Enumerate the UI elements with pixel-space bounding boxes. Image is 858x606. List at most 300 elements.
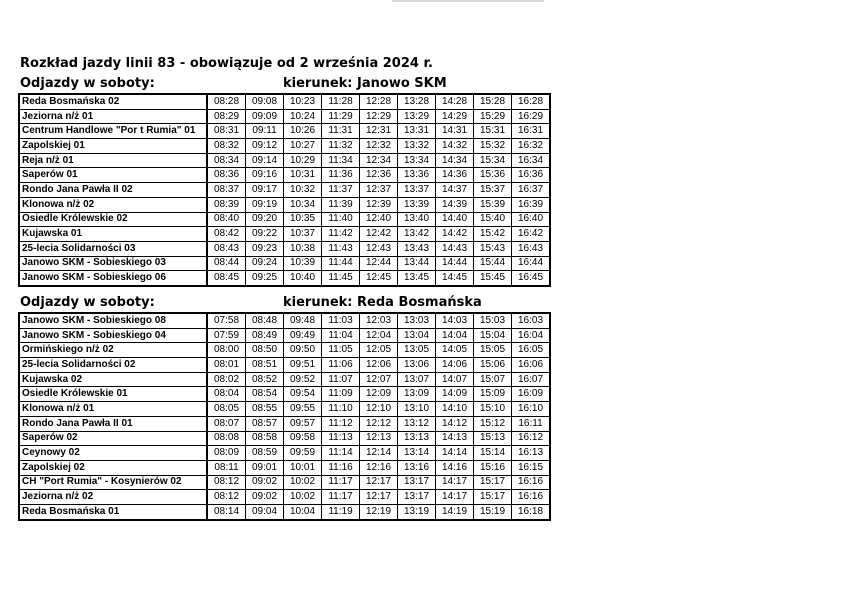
departure-time-cell: 11:19 [322, 504, 360, 519]
timetable-reda-bosmanska [18, 312, 551, 521]
departure-time-cell: 12:44 [360, 256, 398, 271]
departure-time-cell: 07:59 [207, 328, 246, 343]
departure-time-cell: 10:02 [284, 490, 322, 505]
page-title: Rozkład jazdy linii 83 - obowiązuje od 2 września 2024 r. [20, 56, 433, 71]
departure-time-cell: 16:05 [512, 343, 551, 358]
table-row [19, 460, 550, 475]
departure-time-cell: 13:17 [398, 490, 436, 505]
departure-time-cell: 15:17 [474, 490, 512, 505]
departure-time-cell: 09:17 [246, 183, 284, 198]
departure-time-cell: 10:40 [284, 271, 322, 286]
departure-time-cell: 14:45 [436, 271, 474, 286]
departure-time-cell: 16:15 [512, 460, 551, 475]
stop-name-cell: Reja n/ż 01 [19, 153, 207, 168]
departure-time-cell: 08:32 [207, 139, 246, 154]
departure-time-cell: 15:42 [474, 227, 512, 242]
departure-time-cell: 11:40 [322, 212, 360, 227]
departure-time-cell: 11:28 [322, 94, 360, 109]
departure-time-cell: 09:55 [284, 402, 322, 417]
table-row [19, 94, 550, 109]
departure-time-cell: 14:43 [436, 241, 474, 256]
departure-time-cell: 09:50 [284, 343, 322, 358]
departure-time-cell: 11:31 [322, 124, 360, 139]
departure-time-cell: 15:09 [474, 387, 512, 402]
departure-time-cell: 16:40 [512, 212, 551, 227]
departure-time-cell: 11:06 [322, 358, 360, 373]
departure-time-cell: 09:52 [284, 372, 322, 387]
table-row [19, 313, 550, 328]
departure-time-cell: 11:13 [322, 431, 360, 446]
departure-time-cell: 15:32 [474, 139, 512, 154]
departure-time-cell: 12:09 [360, 387, 398, 402]
stop-name-cell: 25-lecia Solidarności 02 [19, 358, 207, 373]
table-row [19, 490, 550, 505]
stop-name-cell: Rondo Jana Pawła II 01 [19, 416, 207, 431]
table-row [19, 402, 550, 417]
departure-time-cell: 12:31 [360, 124, 398, 139]
departure-time-cell: 15:40 [474, 212, 512, 227]
table-row [19, 387, 550, 402]
departure-time-cell: 11:37 [322, 183, 360, 198]
departure-time-cell: 13:36 [398, 168, 436, 183]
departure-time-cell: 08:58 [246, 431, 284, 446]
departure-time-cell: 16:04 [512, 328, 551, 343]
departure-time-cell: 15:34 [474, 153, 512, 168]
departure-time-cell: 15:14 [474, 446, 512, 461]
departure-time-cell: 16:16 [512, 475, 551, 490]
departure-time-cell: 08:45 [207, 271, 246, 286]
departure-time-cell: 12:06 [360, 358, 398, 373]
table-row [19, 256, 550, 271]
departure-time-cell: 13:14 [398, 446, 436, 461]
departure-time-cell: 16:10 [512, 402, 551, 417]
departure-time-cell: 08:04 [207, 387, 246, 402]
departure-time-cell: 12:36 [360, 168, 398, 183]
departure-time-cell: 13:16 [398, 460, 436, 475]
stop-name-cell: Jeziorna n/ż 02 [19, 490, 207, 505]
departure-time-cell: 08:00 [207, 343, 246, 358]
departure-time-cell: 12:10 [360, 402, 398, 417]
table-row [19, 183, 550, 198]
departure-time-cell: 10:27 [284, 139, 322, 154]
departure-time-cell: 08:14 [207, 504, 246, 519]
departure-time-cell: 09:48 [284, 313, 322, 328]
departure-time-cell: 11:39 [322, 197, 360, 212]
departure-time-cell: 11:12 [322, 416, 360, 431]
departure-time-cell: 16:28 [512, 94, 551, 109]
departure-time-cell: 09:20 [246, 212, 284, 227]
departure-time-cell: 12:45 [360, 271, 398, 286]
departure-time-cell: 11:17 [322, 475, 360, 490]
departure-time-cell: 14:39 [436, 197, 474, 212]
departure-time-cell: 14:36 [436, 168, 474, 183]
section-direction-label: kierunek: Janowo SKM [283, 76, 447, 91]
table-row [19, 358, 550, 373]
table-row [19, 139, 550, 154]
table-row [19, 328, 550, 343]
departure-time-cell: 10:29 [284, 153, 322, 168]
departure-time-cell: 10:04 [284, 504, 322, 519]
departure-time-cell: 09:58 [284, 431, 322, 446]
stop-name-cell: Janowo SKM - Sobieskiego 04 [19, 328, 207, 343]
departure-time-cell: 13:05 [398, 343, 436, 358]
departure-time-cell: 08:34 [207, 153, 246, 168]
departure-time-cell: 11:07 [322, 372, 360, 387]
departure-time-cell: 14:13 [436, 431, 474, 446]
departure-time-cell: 15:12 [474, 416, 512, 431]
stop-name-cell: CH "Port Rumia" - Kosynierów 02 [19, 475, 207, 490]
departure-time-cell: 08:07 [207, 416, 246, 431]
stop-name-cell: Reda Bosmańska 02 [19, 94, 207, 109]
departure-time-cell: 15:31 [474, 124, 512, 139]
departure-time-cell: 15:43 [474, 241, 512, 256]
departure-time-cell: 12:37 [360, 183, 398, 198]
departure-time-cell: 16:11 [512, 416, 551, 431]
stop-name-cell: Zapolskiej 02 [19, 460, 207, 475]
stop-name-cell: Janowo SKM - Sobieskiego 08 [19, 313, 207, 328]
departure-time-cell: 13:12 [398, 416, 436, 431]
stop-name-cell: Klonowa n/ż 02 [19, 197, 207, 212]
departure-time-cell: 14:05 [436, 343, 474, 358]
departure-time-cell: 16:16 [512, 490, 551, 505]
departure-time-cell: 16:09 [512, 387, 551, 402]
departure-time-cell: 10:23 [284, 94, 322, 109]
departure-time-cell: 08:57 [246, 416, 284, 431]
departure-time-cell: 15:44 [474, 256, 512, 271]
table-row [19, 446, 550, 461]
departure-time-cell: 12:29 [360, 109, 398, 124]
departure-time-cell: 13:10 [398, 402, 436, 417]
departure-time-cell: 12:43 [360, 241, 398, 256]
departure-time-cell: 12:39 [360, 197, 398, 212]
stop-name-cell: Saperów 02 [19, 431, 207, 446]
departure-time-cell: 12:12 [360, 416, 398, 431]
table-row [19, 271, 550, 286]
departure-time-cell: 14:09 [436, 387, 474, 402]
departure-time-cell: 10:31 [284, 168, 322, 183]
departure-time-cell: 15:28 [474, 94, 512, 109]
departure-time-cell: 16:43 [512, 241, 551, 256]
departure-time-cell: 14:37 [436, 183, 474, 198]
departure-time-cell: 16:13 [512, 446, 551, 461]
departure-time-cell: 11:10 [322, 402, 360, 417]
stop-name-cell: Janowo SKM - Sobieskiego 06 [19, 271, 207, 286]
stop-name-cell: Osiedle Królewskie 02 [19, 212, 207, 227]
departure-time-cell: 14:12 [436, 416, 474, 431]
departure-time-cell: 13:40 [398, 212, 436, 227]
departure-time-cell: 14:32 [436, 139, 474, 154]
timetable-janowo-skm [18, 93, 551, 287]
departure-time-cell: 09:54 [284, 387, 322, 402]
departure-time-cell: 08:08 [207, 431, 246, 446]
departure-time-cell: 13:03 [398, 313, 436, 328]
departure-time-cell: 15:17 [474, 475, 512, 490]
departure-time-cell: 13:39 [398, 197, 436, 212]
departure-time-cell: 08:43 [207, 241, 246, 256]
table-row [19, 109, 550, 124]
departure-time-cell: 11:42 [322, 227, 360, 242]
departure-time-cell: 12:16 [360, 460, 398, 475]
departure-time-cell: 14:34 [436, 153, 474, 168]
departure-time-cell: 12:07 [360, 372, 398, 387]
departure-time-cell: 10:38 [284, 241, 322, 256]
departure-time-cell: 12:17 [360, 490, 398, 505]
departure-time-cell: 14:40 [436, 212, 474, 227]
departure-time-cell: 13:04 [398, 328, 436, 343]
departure-time-cell: 15:13 [474, 431, 512, 446]
departure-time-cell: 15:07 [474, 372, 512, 387]
departure-time-cell: 10:34 [284, 197, 322, 212]
table-row [19, 416, 550, 431]
departure-time-cell: 08:39 [207, 197, 246, 212]
departure-time-cell: 13:09 [398, 387, 436, 402]
departure-time-cell: 09:09 [246, 109, 284, 124]
departure-time-cell: 11:34 [322, 153, 360, 168]
departure-time-cell: 11:16 [322, 460, 360, 475]
departure-time-cell: 14:14 [436, 446, 474, 461]
departure-time-cell: 16:32 [512, 139, 551, 154]
departure-time-cell: 10:02 [284, 475, 322, 490]
departure-time-cell: 10:39 [284, 256, 322, 271]
departure-time-cell: 14:16 [436, 460, 474, 475]
departure-time-cell: 12:13 [360, 431, 398, 446]
departure-time-cell: 12:17 [360, 475, 398, 490]
departure-time-cell: 15:36 [474, 168, 512, 183]
departure-time-cell: 08:52 [246, 372, 284, 387]
table-row [19, 475, 550, 490]
departure-time-cell: 08:59 [246, 446, 284, 461]
departure-time-cell: 08:51 [246, 358, 284, 373]
departure-time-cell: 16:42 [512, 227, 551, 242]
departure-time-cell: 09:59 [284, 446, 322, 461]
stop-name-cell: Saperów 01 [19, 168, 207, 183]
stop-name-cell: Ormińskiego n/ż 02 [19, 343, 207, 358]
departure-time-cell: 11:32 [322, 139, 360, 154]
departure-time-cell: 08:55 [246, 402, 284, 417]
departure-time-cell: 14:10 [436, 402, 474, 417]
section-direction-label: kierunek: Reda Bosmańska [283, 295, 482, 310]
departure-time-cell: 11:05 [322, 343, 360, 358]
stop-name-cell: Centrum Handlowe "Por t Rumia" 01 [19, 124, 207, 139]
section-heading-saturday-reda [20, 295, 482, 310]
departure-time-cell: 16:18 [512, 504, 551, 519]
departure-time-cell: 08:50 [246, 343, 284, 358]
departure-time-cell: 15:45 [474, 271, 512, 286]
departure-time-cell: 12:14 [360, 446, 398, 461]
departure-time-cell: 08:09 [207, 446, 246, 461]
departure-time-cell: 13:43 [398, 241, 436, 256]
departure-time-cell: 15:16 [474, 460, 512, 475]
departure-time-cell: 12:28 [360, 94, 398, 109]
departure-time-cell: 08:28 [207, 94, 246, 109]
departure-time-cell: 13:29 [398, 109, 436, 124]
departure-time-cell: 13:44 [398, 256, 436, 271]
departure-time-cell: 16:39 [512, 197, 551, 212]
departure-time-cell: 14:29 [436, 109, 474, 124]
departure-time-cell: 10:32 [284, 183, 322, 198]
departure-time-cell: 09:19 [246, 197, 284, 212]
departure-time-cell: 11:45 [322, 271, 360, 286]
departure-time-cell: 13:45 [398, 271, 436, 286]
departure-time-cell: 14:04 [436, 328, 474, 343]
departure-time-cell: 09:02 [246, 475, 284, 490]
departure-time-cell: 15:06 [474, 358, 512, 373]
departure-time-cell: 14:44 [436, 256, 474, 271]
table-row [19, 504, 550, 519]
departure-time-cell: 14:17 [436, 475, 474, 490]
table-row [19, 212, 550, 227]
departure-time-cell: 08:49 [246, 328, 284, 343]
departure-time-cell: 08:42 [207, 227, 246, 242]
departure-time-cell: 13:07 [398, 372, 436, 387]
departure-time-cell: 11:17 [322, 490, 360, 505]
departure-time-cell: 12:19 [360, 504, 398, 519]
departure-time-cell: 10:24 [284, 109, 322, 124]
departure-time-cell: 15:03 [474, 313, 512, 328]
stop-name-cell: Klonowa n/ż 01 [19, 402, 207, 417]
departure-time-cell: 14:31 [436, 124, 474, 139]
departure-time-cell: 16:37 [512, 183, 551, 198]
departure-time-cell: 13:17 [398, 475, 436, 490]
departure-time-cell: 10:26 [284, 124, 322, 139]
section-day-label: Odjazdy w soboty: [20, 76, 155, 91]
stop-name-cell: Kujawska 01 [19, 227, 207, 242]
departure-time-cell: 16:34 [512, 153, 551, 168]
departure-time-cell: 09:22 [246, 227, 284, 242]
departure-time-cell: 13:06 [398, 358, 436, 373]
departure-time-cell: 13:28 [398, 94, 436, 109]
departure-time-cell: 09:49 [284, 328, 322, 343]
departure-time-cell: 16:06 [512, 358, 551, 373]
departure-time-cell: 13:32 [398, 139, 436, 154]
departure-time-cell: 15:19 [474, 504, 512, 519]
departure-time-cell: 14:06 [436, 358, 474, 373]
departure-time-cell: 15:39 [474, 197, 512, 212]
table-row [19, 153, 550, 168]
top-scroll-edge [392, 0, 544, 2]
departure-time-cell: 16:12 [512, 431, 551, 446]
departure-time-cell: 09:11 [246, 124, 284, 139]
departure-time-cell: 12:03 [360, 313, 398, 328]
departure-time-cell: 15:05 [474, 343, 512, 358]
departure-time-cell: 08:40 [207, 212, 246, 227]
departure-time-cell: 11:09 [322, 387, 360, 402]
departure-time-cell: 11:36 [322, 168, 360, 183]
stop-name-cell: Rondo Jana Pawła II 02 [19, 183, 207, 198]
departure-time-cell: 15:10 [474, 402, 512, 417]
table-row [19, 343, 550, 358]
departure-time-cell: 14:28 [436, 94, 474, 109]
departure-time-cell: 10:01 [284, 460, 322, 475]
stop-name-cell: Janowo SKM - Sobieskiego 03 [19, 256, 207, 271]
departure-time-cell: 09:24 [246, 256, 284, 271]
departure-time-cell: 13:13 [398, 431, 436, 446]
stop-name-cell: Zapolskiej 01 [19, 139, 207, 154]
departure-time-cell: 08:11 [207, 460, 246, 475]
table-row [19, 197, 550, 212]
departure-time-cell: 08:48 [246, 313, 284, 328]
departure-time-cell: 12:04 [360, 328, 398, 343]
departure-time-cell: 11:44 [322, 256, 360, 271]
stop-name-cell: Kujawska 02 [19, 372, 207, 387]
departure-time-cell: 07:58 [207, 313, 246, 328]
departure-time-cell: 11:29 [322, 109, 360, 124]
departure-time-cell: 14:17 [436, 490, 474, 505]
departure-time-cell: 08:37 [207, 183, 246, 198]
departure-time-cell: 08:02 [207, 372, 246, 387]
table-row [19, 168, 550, 183]
departure-time-cell: 12:40 [360, 212, 398, 227]
departure-time-cell: 13:34 [398, 153, 436, 168]
departure-time-cell: 08:36 [207, 168, 246, 183]
stop-name-cell: Jeziorna n/ż 01 [19, 109, 207, 124]
departure-time-cell: 09:57 [284, 416, 322, 431]
departure-time-cell: 09:16 [246, 168, 284, 183]
departure-time-cell: 11:43 [322, 241, 360, 256]
departure-time-cell: 09:12 [246, 139, 284, 154]
departure-time-cell: 16:44 [512, 256, 551, 271]
departure-time-cell: 14:19 [436, 504, 474, 519]
departure-time-cell: 09:02 [246, 490, 284, 505]
departure-time-cell: 08:44 [207, 256, 246, 271]
table-row [19, 124, 550, 139]
departure-time-cell: 09:08 [246, 94, 284, 109]
departure-time-cell: 08:12 [207, 475, 246, 490]
departure-time-cell: 16:29 [512, 109, 551, 124]
departure-time-cell: 13:31 [398, 124, 436, 139]
departure-time-cell: 16:36 [512, 168, 551, 183]
departure-time-cell: 09:01 [246, 460, 284, 475]
departure-time-cell: 09:51 [284, 358, 322, 373]
departure-time-cell: 09:25 [246, 271, 284, 286]
departure-time-cell: 08:31 [207, 124, 246, 139]
table-row [19, 372, 550, 387]
departure-time-cell: 08:29 [207, 109, 246, 124]
departure-time-cell: 16:03 [512, 313, 551, 328]
section-heading-saturday-janowo [20, 76, 447, 91]
departure-time-cell: 12:05 [360, 343, 398, 358]
departure-time-cell: 08:05 [207, 402, 246, 417]
section-day-label: Odjazdy w soboty: [20, 295, 155, 310]
departure-time-cell: 13:19 [398, 504, 436, 519]
departure-time-cell: 15:04 [474, 328, 512, 343]
departure-time-cell: 11:14 [322, 446, 360, 461]
departure-time-cell: 08:01 [207, 358, 246, 373]
stop-name-cell: Ceynowy 02 [19, 446, 207, 461]
departure-time-cell: 08:54 [246, 387, 284, 402]
departure-time-cell: 14:07 [436, 372, 474, 387]
departure-time-cell: 15:37 [474, 183, 512, 198]
departure-time-cell: 09:14 [246, 153, 284, 168]
departure-time-cell: 16:31 [512, 124, 551, 139]
departure-time-cell: 16:45 [512, 271, 551, 286]
departure-time-cell: 14:42 [436, 227, 474, 242]
table-row [19, 431, 550, 446]
stop-name-cell: Osiedle Królewskie 01 [19, 387, 207, 402]
departure-time-cell: 10:37 [284, 227, 322, 242]
departure-time-cell: 12:32 [360, 139, 398, 154]
departure-time-cell: 12:34 [360, 153, 398, 168]
stop-name-cell: Reda Bosmańska 01 [19, 504, 207, 519]
departure-time-cell: 08:12 [207, 490, 246, 505]
departure-time-cell: 15:29 [474, 109, 512, 124]
departure-time-cell: 14:03 [436, 313, 474, 328]
departure-time-cell: 13:37 [398, 183, 436, 198]
departure-time-cell: 12:42 [360, 227, 398, 242]
departure-time-cell: 11:04 [322, 328, 360, 343]
departure-time-cell: 10:35 [284, 212, 322, 227]
departure-time-cell: 16:07 [512, 372, 551, 387]
